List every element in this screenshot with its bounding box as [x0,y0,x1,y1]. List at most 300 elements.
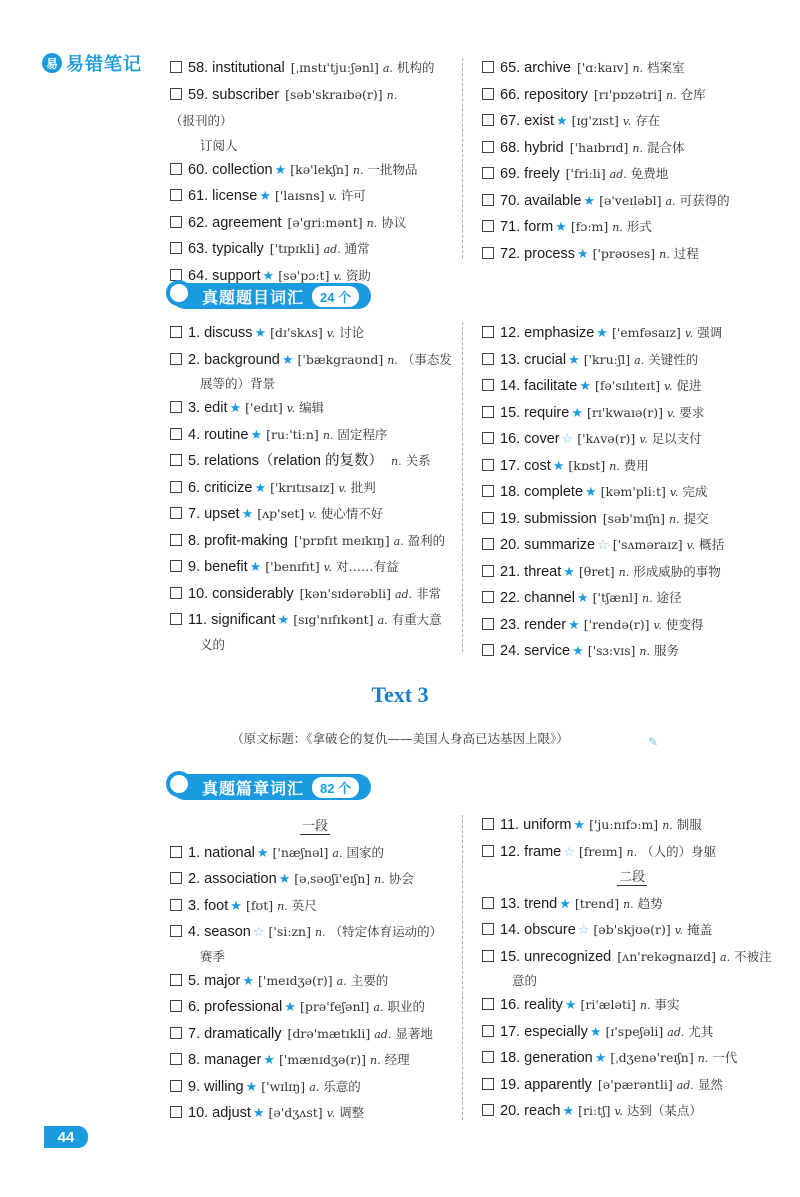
entry-word: willing [204,1078,244,1095]
entry-number: 20. [500,537,521,553]
part-of-speech: a. [336,974,347,988]
checkbox[interactable] [170,353,182,365]
definition-continued: 意的 [512,973,538,988]
entry-word: support [212,267,261,284]
definition: 形成威胁的事物 [633,563,721,579]
phonetic: ['juːnɪfɔːm] [589,817,659,832]
vocab-entry [482,1045,782,1072]
part-of-speech: n. [662,819,673,832]
vocab-entry [482,135,782,162]
checkbox[interactable] [482,1025,494,1037]
checkbox[interactable] [170,269,182,281]
part-of-speech: n. [639,645,651,658]
checkbox[interactable] [170,189,182,201]
star-icon: ★ [589,1023,602,1039]
checkbox[interactable] [482,485,494,497]
checkbox[interactable] [170,899,182,911]
phonetic: ['tɪpɪkli] [269,241,320,256]
checkbox[interactable] [482,923,494,935]
part-of-speech: n. [370,1054,381,1067]
phonetic: [drə'mætɪkli] [287,1025,371,1041]
phonetic: ['siːzn] [268,924,311,939]
star-icon: ★ [278,871,291,886]
checkbox[interactable] [482,618,494,630]
part-of-speech: n. [366,216,378,230]
entry-word: service [524,643,571,659]
definition-continued: 订阅人 [200,137,238,153]
entry-number: 9. [188,559,201,575]
phonetic: [prə'feʃənl] [299,999,370,1014]
definition: 非常 [416,585,442,601]
part-of-speech: ad. [395,587,413,601]
checkbox[interactable] [482,88,494,100]
text-title: Text 3 [371,682,429,707]
phonetic: [riːtʃ] [578,1103,611,1118]
part-of-speech: n. [639,999,651,1012]
definition: 调整 [339,1105,365,1120]
phonetic: [freɪm] [578,843,623,859]
vocab-entry [482,1098,782,1125]
checkbox[interactable] [170,326,182,338]
part-of-speech: a. [309,1080,320,1094]
entry-word: subscriber [212,86,280,103]
star-icon: ★ [254,325,267,340]
phonetic: [rɪ'pɒzətri] [593,86,663,102]
part-of-speech: a. [393,534,404,548]
checkbox[interactable] [482,897,494,909]
entry-word: threat [524,563,562,580]
vocab-entry [170,347,460,396]
entry-word: professional [204,999,283,1015]
vocab-entry [482,612,782,639]
part-of-speech: v. [333,269,342,283]
checkbox[interactable] [170,925,182,937]
entry-number: 10. [188,585,209,602]
vocab-entry [170,968,460,995]
entry-word: major [204,972,241,989]
star-icon: ☆ [577,922,590,937]
entry-word: frame [524,843,562,860]
entry-word: cover [524,431,560,447]
checkbox[interactable] [482,247,494,259]
checkbox[interactable] [482,114,494,126]
phonetic: ['kruːʃl] [583,351,631,367]
entry-number: 64. [188,267,209,284]
definition: 关系 [405,453,431,468]
entry-number: 18. [500,484,521,500]
checkbox[interactable] [482,379,494,391]
entry-word: edit [204,400,228,416]
checkbox[interactable] [170,587,182,599]
brand-icon: 易 [42,53,62,73]
definition: 仓库 [680,86,706,102]
checkbox[interactable] [482,950,494,962]
checkbox[interactable] [482,512,494,524]
checkbox[interactable] [170,454,182,466]
entry-word: uniform [523,817,572,833]
part-of-speech: n. [632,141,643,155]
phonetic: [ə'veɪləbl] [599,192,662,208]
part-of-speech: n. [623,897,634,911]
phonetic: ['krɪtɪsaɪz] [270,479,335,495]
entry-number: 6. [188,479,201,496]
entry-word: generation [524,1050,593,1066]
entry-number: 59. [188,86,209,103]
entry-number: 58. [188,60,209,76]
entry-word: reality [524,997,563,1013]
entry-number: 15. [500,404,521,421]
vocab-entry [170,994,460,1021]
entry-number: 3. [188,897,201,914]
part-of-speech: a. [373,1001,384,1014]
checkbox[interactable] [170,401,182,413]
entry-word: hybrid [524,139,564,156]
part-of-speech: n. [322,428,334,442]
star-icon: ★ [576,590,589,605]
checkbox[interactable] [482,565,494,577]
definition: 使变得 [665,616,704,632]
checkbox[interactable] [170,1027,182,1039]
vocab-entry [170,1100,460,1127]
entry-word: unrecognized [524,948,612,965]
checkbox[interactable] [482,644,494,656]
checkbox[interactable] [170,481,182,493]
vocab-entry [482,320,782,347]
phonetic: ['tʃænl] [592,590,639,605]
column-divider [462,322,463,652]
checkbox[interactable] [482,845,494,857]
part-of-speech: n. [386,88,398,102]
vocab-entry [170,1047,460,1074]
checkbox[interactable] [170,846,182,858]
phonetic: [ə'griːmənt] [287,214,363,230]
definition: 通常 [344,241,370,256]
part-of-speech: v. [686,539,696,552]
checkbox[interactable] [482,326,494,338]
definition: 职业的 [387,999,425,1014]
checkbox[interactable] [482,194,494,206]
vocab-entry [170,1074,460,1101]
phonetic: [fɔːm] [570,219,609,234]
vocab-entry [170,320,460,347]
part-of-speech: n. [374,873,385,886]
definition: 关键性的 [648,351,699,367]
definition: 编辑 [299,400,325,415]
definition: 协会 [388,871,414,886]
vocab-entry [170,1021,460,1048]
star-icon: ★ [252,1105,265,1120]
checkbox[interactable] [482,459,494,471]
star-icon: ★ [573,817,586,832]
phonetic: ['sɜːvɪs] [587,643,636,658]
checkbox[interactable] [170,1053,182,1065]
checkbox[interactable] [170,872,182,884]
definition: 一代 [712,1050,738,1065]
checkbox[interactable] [170,560,182,572]
word-list-passage-left [170,814,460,1127]
definition: 尤其 [688,1023,714,1039]
vocab-entry [170,607,460,656]
word-count-badge: 82 个 [312,777,359,798]
definition: 显著地 [395,1025,433,1041]
vocab-entry [482,241,782,268]
star-icon: ★ [572,643,584,658]
entry-word: archive [524,60,571,76]
star-icon: ★ [274,161,287,177]
phonetic: [ri'æləti] [580,997,636,1012]
star-icon: ★ [564,997,577,1012]
checkbox[interactable] [170,216,182,228]
checkbox[interactable] [482,538,494,550]
checkbox[interactable] [170,61,182,73]
vocab-entry [170,55,460,82]
vocab-entry [482,559,782,586]
phonetic: [ɪ'speʃəli] [605,1023,664,1039]
part-of-speech: v. [326,327,336,340]
part-of-speech: n. [612,221,623,234]
part-of-speech: n. [618,565,630,579]
entry-word: collection [212,161,273,178]
definition: 乐意的 [323,1078,361,1094]
star-icon: ☆ [597,537,609,552]
entry-number: 8. [188,532,201,549]
definition: 有重大意 [391,612,442,627]
vocab-entry [170,448,460,475]
section-title: 真题篇章词汇 [202,780,305,798]
checkbox[interactable] [482,1078,494,1090]
checkbox[interactable] [170,534,182,546]
vocab-entry [482,400,782,427]
vocab-entry [482,479,782,506]
phonetic: ['prɒfɪt meɪkɪŋ] [293,532,390,548]
star-icon: ★ [254,479,267,495]
phonetic: [fə'sɪlɪteɪt] [595,378,661,393]
vocab-entry [170,236,460,263]
vocab-entry [170,528,460,555]
definition: 掩盖 [687,922,713,937]
definition: 混合体 [646,139,685,155]
entry-word: significant [211,612,276,628]
vocab-entry [482,917,782,944]
phonetic: [kən'sɪdərəbli] [299,585,392,601]
star-icon: ★ [559,895,571,911]
vocab-entry [482,812,782,839]
entry-number: 13. [500,895,521,912]
star-icon: ★ [568,616,580,632]
part-of-speech: a. [720,950,731,964]
part-of-speech: n. [391,455,402,468]
entry-word: freely [524,166,560,182]
entry-number: 22. [500,590,521,606]
star-icon: ★ [250,426,263,442]
definition: 概括 [699,537,725,552]
phonetic: [rɪ'kwaɪə(r)] [586,404,663,420]
definition-continued: 展等的）背景 [200,376,276,391]
entry-number: 63. [188,241,209,257]
phonetic: [ʌp'set] [257,506,305,521]
entry-word: render [524,616,567,633]
checkbox[interactable] [170,974,182,986]
star-icon: ★ [249,559,262,574]
checkbox[interactable] [482,141,494,153]
star-icon: ★ [585,484,597,499]
entry-word: trend [524,895,558,912]
part-of-speech: n. [642,592,653,605]
vocab-entry [170,475,460,502]
definition: 形式 [626,219,652,234]
checkbox[interactable] [170,88,182,100]
vocab-entry [170,422,460,449]
checkbox[interactable] [482,61,494,73]
entry-word: crucial [524,351,567,368]
entry-word: process [524,245,575,262]
checkbox[interactable] [170,613,182,625]
vocab-entry [170,210,460,237]
star-icon: ★ [284,999,296,1014]
star-icon: ★ [596,325,608,340]
phonetic: [səb'mɪʃn] [602,510,666,526]
checkbox[interactable] [170,1000,182,1012]
entry-word: relations（relation 的复数） [204,453,383,469]
entry-number: 3. [188,400,201,416]
entry-number: 70. [500,192,521,209]
word-list-passage-right [482,812,782,1125]
entry-word: submission [524,510,597,527]
phonetic: [səb'skraɪbə(r)] [285,86,383,102]
entry-number: 21. [500,563,521,580]
phonetic: ['benɪfɪt] [265,559,320,574]
vocab-entry [482,585,782,612]
checkbox[interactable] [482,406,494,418]
checkbox[interactable] [482,167,494,179]
entry-word: require [524,404,570,421]
pen-mark-icon: ✎ [648,735,659,749]
vocab-entry [482,839,782,866]
vocab-entry [170,893,460,920]
checkbox[interactable] [170,163,182,175]
checkbox[interactable] [482,1051,494,1063]
phonetic: ['rendə(r)] [583,616,650,632]
vocab-entry [482,55,782,82]
part-of-speech: n. [626,845,638,859]
definition: 显然 [697,1076,723,1092]
part-of-speech: v. [664,380,673,393]
vocab-entry [170,840,460,867]
checkbox[interactable] [482,353,494,365]
star-icon: ★ [556,113,568,128]
part-of-speech: a. [382,62,393,75]
star-icon: ★ [262,267,275,283]
definition: 不被注 [734,948,772,964]
part-of-speech: v. [326,1107,336,1120]
entry-word: discuss [204,325,253,341]
star-icon: ★ [259,188,271,203]
word-list-question-left [170,320,460,656]
definition: 制服 [676,817,702,832]
entry-number: 11. [188,612,208,628]
star-icon: ★ [562,1103,575,1118]
entry-word: summarize [524,537,596,553]
entry-word: routine [204,426,249,443]
phonetic: [kɒst] [568,457,606,473]
definition: 服务 [654,643,680,658]
checkbox[interactable] [482,432,494,444]
vocab-entry [482,638,782,665]
column-divider [462,58,463,258]
entry-number: 67. [500,113,521,129]
checkbox[interactable] [482,220,494,232]
part-of-speech: n. [387,353,398,367]
checkbox[interactable] [482,998,494,1010]
vocab-entry [482,82,782,109]
entry-number: 9. [188,1078,201,1095]
phonetic: [ˌdʒenə'reɪʃn] [610,1050,694,1065]
brand-logo [42,50,142,76]
entry-word: season [204,924,251,940]
definition: 可获得的 [679,192,730,208]
part-of-speech: n. [277,899,288,913]
word-list-top-left [170,55,460,289]
entry-word: considerably [212,585,294,602]
vocab-entry [170,866,460,893]
vocab-entry [482,426,782,453]
part-of-speech: v. [674,924,684,937]
phonetic: [kəm'pliːt] [600,484,666,499]
checkbox[interactable] [170,1080,182,1092]
part-of-speech: a. [665,194,676,208]
vocab-entry [170,919,460,968]
entry-number: 1. [188,844,201,861]
checkbox[interactable] [170,242,182,254]
entry-number: 16. [500,431,521,447]
checkbox[interactable] [170,1106,182,1118]
vocab-entry [482,188,782,215]
phonetic: [ruː'tiːn] [266,426,319,442]
part-of-speech: v. [328,190,337,203]
part-of-speech: v. [614,1105,623,1118]
checkbox[interactable] [482,818,494,830]
definition: （人的）身躯 [641,843,717,859]
definition: 固定程序 [337,426,388,442]
star-icon: ★ [277,612,290,627]
star-icon: ★ [263,1052,275,1067]
phonetic: ['haɪbrɪd] [569,139,629,155]
star-icon: ★ [230,897,242,913]
star-icon: ★ [245,1078,258,1094]
checkbox[interactable] [170,507,182,519]
entry-number: 18. [500,1050,521,1066]
star-icon: ★ [242,972,255,988]
definition: 主要的 [350,972,389,988]
definition: 英尺 [291,897,317,913]
phonetic: ['næʃnəl] [272,844,329,860]
star-icon: ★ [256,844,269,860]
part-of-speech: n. [669,512,680,526]
checkbox[interactable] [170,428,182,440]
phonetic: ['meɪdʒə(r)] [258,972,333,988]
checkbox[interactable] [482,1104,494,1116]
vocab-entry [170,554,460,581]
entry-number: 65. [500,60,521,76]
entry-number: 5. [188,453,201,469]
star-icon: ☆ [252,924,265,939]
entry-number: 11. [500,817,520,833]
part-of-speech: a. [634,353,645,367]
checkbox[interactable] [482,591,494,603]
phonetic: ['mænɪdʒə(r)] [278,1052,367,1067]
entry-number: 20. [500,1103,521,1119]
phonetic: [sə'pɔːt] [278,267,330,283]
